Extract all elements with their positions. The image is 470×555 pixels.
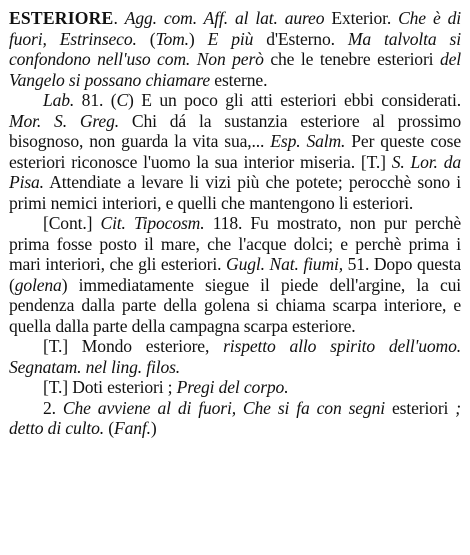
source-ref: Mor. S. Greg. [9, 110, 119, 131]
source-ref: Esp. Salm. [270, 131, 346, 151]
sense-paragraph: [T.] Mondo esteriore, rispetto allo spirito dell'uomo. Segnatam. nel ling. filos. [9, 336, 461, 377]
source-ref: Gugl. Nat. fiumi, [226, 254, 344, 274]
numbered-sense: 2. Che avviene al di fuori, Che si fa con segni esteriori ; detto di culto. (Fanf.) [9, 397, 461, 438]
sense-paragraph: [T.] Doti esteriori ; Pregi del corpo. [43, 377, 289, 397]
entry-definition: ESTERIORE. Agg. com. Aff. al lat. aureo Exterior. Che è di fuori, Estrinseco. (Tom.) E più d'Esterno. Ma talvolta si confondono nell'uso com. Non però che le tenebre esteriori del Vangelo si possano chiamare esterne. [9, 8, 462, 90]
headword: ESTERIORE [9, 8, 114, 28]
citation-paragraph: [Cont.] Cit. Tipocosm. 118. Fu mostrato, non pur perchè prima fosse posto il mare, che l'acque dolci; e perchè prima i mari interiori, che gli esteriori. Gugl. Nat. fiumi, 51. Dopo questa (golena) immediatamente siegue il piede dell'argine, la cui pendenza dalla parte della golena si chiama scarpa interiore, e quella dalla parte della campagna scarpa esteriore. [9, 213, 461, 336]
source-ref: Lab. [43, 90, 75, 110]
source-ref: Cit. Tipocosm. [100, 213, 205, 233]
grammar-note: Agg. com. Aff. al lat. aureo [124, 8, 325, 28]
source-ref: S. Lor. da Pisa. [9, 151, 461, 192]
citation-paragraph: Lab. 81. (C) E un poco gli atti esteriori ebbi considerati. Mor. S. Greg. Chi dá la sustanzia esteriore al prossimo bisognoso, non guarda la vita sua,... Esp. Salm. Per queste cose esteriori riconosce l'uomo la sua interior miseria. [T.] S. Lor. da Pisa. Attendiate a levare li vizi più che potete; perocchè sono i primi nemici interiori, e quelli che mantengono li esteriori. [9, 90, 462, 213]
